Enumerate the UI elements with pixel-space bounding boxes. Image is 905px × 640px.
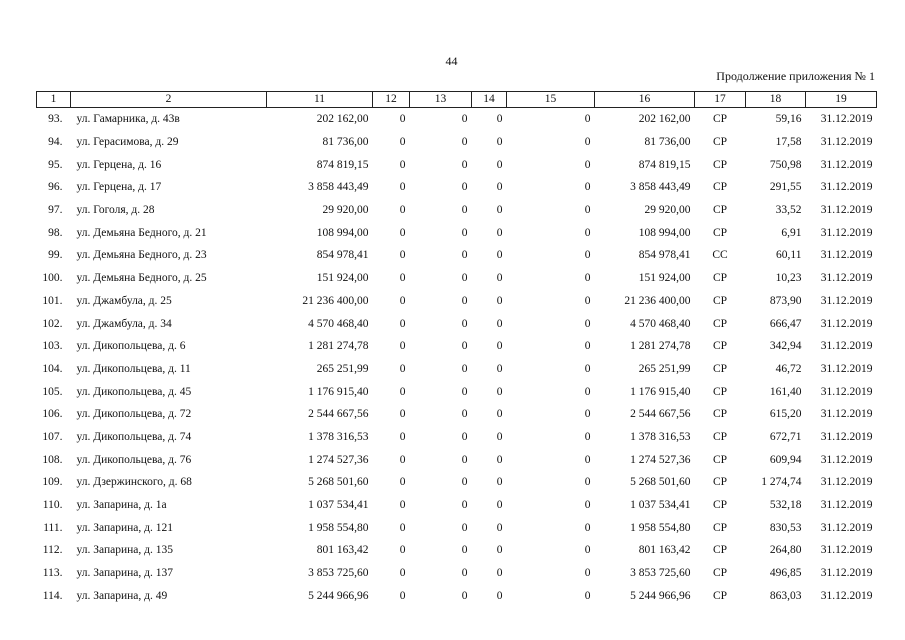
value-col-16: 1 176 915,40 (630, 385, 691, 398)
value-col-11: 1 176 915,40 (308, 385, 369, 398)
row-number: 97. (48, 204, 63, 217)
value-col-15: 0 (584, 567, 591, 580)
value-col-18: 496,85 (769, 567, 802, 580)
value-col-18: 615,20 (769, 408, 802, 421)
value-col-18: 264,80 (769, 544, 802, 557)
value-col-18: 60,11 (776, 249, 802, 262)
table-row (37, 426, 877, 449)
date-col-19: 31.12.2019 (820, 408, 873, 421)
value-col-11: 1 274 527,36 (308, 453, 369, 466)
value-col-14: 0 (496, 567, 503, 580)
date-col-19: 31.12.2019 (820, 362, 873, 375)
column-header: 16 (595, 92, 695, 108)
date-col-19: 31.12.2019 (820, 567, 873, 580)
value-col-16: 1 037 534,41 (630, 499, 691, 512)
value-col-12: 0 (399, 567, 406, 580)
value-col-16: 4 570 468,40 (630, 317, 691, 330)
value-col-12: 0 (399, 181, 406, 194)
value-col-14: 0 (496, 113, 503, 126)
value-col-12: 0 (399, 249, 406, 262)
value-col-14: 0 (496, 408, 503, 421)
value-col-15: 0 (584, 589, 591, 602)
table-row (37, 584, 877, 607)
value-col-15: 0 (584, 294, 591, 307)
table-row (37, 153, 877, 176)
date-col-19: 31.12.2019 (820, 453, 873, 466)
appendix-continuation-title: Продолжение приложения № 1 (716, 69, 875, 83)
value-col-13: 0 (461, 272, 468, 285)
value-col-16: 151 924,00 (638, 272, 691, 285)
value-col-16: 5 244 966,96 (630, 589, 691, 602)
value-col-14: 0 (496, 272, 503, 285)
value-col-15: 0 (584, 158, 591, 171)
value-col-15: 0 (584, 476, 591, 489)
value-col-17: СС (712, 249, 728, 262)
value-col-12: 0 (399, 589, 406, 602)
date-col-19: 31.12.2019 (820, 249, 873, 262)
value-col-13: 0 (461, 430, 468, 443)
value-col-15: 0 (584, 204, 591, 217)
address: ул. Герцена, д. 16 (76, 158, 162, 171)
row-number: 103. (42, 340, 63, 353)
value-col-15: 0 (584, 317, 591, 330)
address: ул. Герцена, д. 17 (76, 181, 162, 194)
value-col-12: 0 (399, 317, 406, 330)
table-row (37, 358, 877, 381)
address: ул. Демьяна Бедного, д. 25 (76, 272, 207, 285)
value-col-12: 0 (399, 204, 406, 217)
value-col-16: 801 163,42 (638, 544, 691, 557)
table-row (37, 380, 877, 403)
row-number: 105. (42, 385, 63, 398)
value-col-17: СР (712, 340, 728, 353)
value-col-15: 0 (584, 385, 591, 398)
value-col-12: 0 (399, 544, 406, 557)
row-number: 100. (42, 272, 63, 285)
value-col-18: 666,47 (769, 317, 802, 330)
date-col-19: 31.12.2019 (820, 476, 873, 489)
value-col-18: 59,16 (775, 113, 802, 126)
column-header: 14 (472, 92, 507, 108)
value-col-12: 0 (399, 294, 406, 307)
value-col-13: 0 (461, 136, 468, 149)
value-col-12: 0 (399, 521, 406, 534)
table-row (37, 539, 877, 562)
value-col-18: 161,40 (769, 385, 802, 398)
value-col-17: СР (712, 476, 728, 489)
value-col-14: 0 (496, 476, 503, 489)
value-col-18: 10,23 (775, 272, 802, 285)
value-col-15: 0 (584, 181, 591, 194)
value-col-13: 0 (461, 476, 468, 489)
date-col-19: 31.12.2019 (820, 340, 873, 353)
row-number: 101. (42, 294, 63, 307)
value-col-18: 609,94 (769, 453, 802, 466)
table-row (37, 516, 877, 539)
address: ул. Запарина, д. 49 (76, 589, 168, 602)
value-col-14: 0 (496, 226, 503, 239)
address: ул. Джамбула, д. 34 (76, 317, 172, 330)
value-col-18: 830,53 (769, 521, 802, 534)
value-col-12: 0 (399, 499, 406, 512)
row-number: 111. (43, 521, 63, 534)
row-number: 112. (42, 544, 63, 557)
row-number: 93. (48, 113, 63, 126)
table-row (37, 176, 877, 199)
value-col-17: СР (712, 567, 728, 580)
value-col-18: 33,52 (775, 204, 802, 217)
value-col-14: 0 (496, 362, 503, 375)
value-col-12: 0 (399, 476, 406, 489)
value-col-16: 1 274 527,36 (630, 453, 691, 466)
date-col-19: 31.12.2019 (820, 544, 873, 557)
address: ул. Дикопольцева, д. 6 (76, 340, 186, 353)
date-col-19: 31.12.2019 (820, 181, 873, 194)
row-number: 110. (42, 499, 63, 512)
value-col-17: СР (712, 521, 728, 534)
value-col-18: 750,98 (769, 158, 802, 171)
value-col-17: СР (712, 453, 728, 466)
row-number: 109. (42, 476, 63, 489)
value-col-14: 0 (496, 136, 503, 149)
value-col-11: 21 236 400,00 (302, 294, 369, 307)
value-col-12: 0 (399, 136, 406, 149)
value-col-11: 801 163,42 (316, 544, 369, 557)
column-header: 17 (695, 92, 746, 108)
value-col-13: 0 (461, 294, 468, 307)
value-col-17: СР (712, 317, 728, 330)
value-col-12: 0 (399, 158, 406, 171)
value-col-18: 863,03 (769, 589, 802, 602)
date-col-19: 31.12.2019 (820, 317, 873, 330)
date-col-19: 31.12.2019 (820, 589, 873, 602)
value-col-11: 265 251,99 (316, 362, 369, 375)
value-col-11: 1 378 316,53 (308, 430, 369, 443)
value-col-14: 0 (496, 589, 503, 602)
value-col-13: 0 (461, 521, 468, 534)
value-col-13: 0 (461, 499, 468, 512)
value-col-13: 0 (461, 589, 468, 602)
table-row (37, 108, 877, 131)
value-col-17: СР (712, 544, 728, 557)
value-col-12: 0 (399, 430, 406, 443)
value-col-17: СР (712, 272, 728, 285)
row-number: 106. (42, 408, 63, 421)
value-col-11: 5 244 966,96 (308, 589, 369, 602)
value-col-15: 0 (584, 249, 591, 262)
value-col-14: 0 (496, 317, 503, 330)
value-col-12: 0 (399, 113, 406, 126)
row-number: 104. (42, 362, 63, 375)
value-col-18: 46,72 (775, 362, 802, 375)
row-number: 98. (48, 226, 63, 239)
value-col-13: 0 (461, 408, 468, 421)
address: ул. Дзержинского, д. 68 (76, 476, 192, 489)
value-col-13: 0 (461, 113, 468, 126)
table-row (37, 131, 877, 154)
table-row (37, 221, 877, 244)
table-row (37, 267, 877, 290)
value-col-18: 873,90 (769, 294, 802, 307)
date-col-19: 31.12.2019 (820, 204, 873, 217)
address: ул. Демьяна Бедного, д. 21 (76, 226, 207, 239)
value-col-17: СР (712, 430, 728, 443)
value-col-12: 0 (399, 272, 406, 285)
value-col-14: 0 (496, 249, 503, 262)
date-col-19: 31.12.2019 (820, 226, 873, 239)
table-header-row (37, 92, 877, 108)
row-number: 107. (42, 430, 63, 443)
row-number: 108. (42, 453, 63, 466)
value-col-17: СР (712, 362, 728, 375)
address: ул. Дикопольцева, д. 72 (76, 408, 192, 421)
address: ул. Дикопольцева, д. 11 (76, 362, 191, 375)
value-col-16: 2 544 667,56 (630, 408, 691, 421)
value-col-13: 0 (461, 181, 468, 194)
address: ул. Дикопольцева, д. 76 (76, 453, 192, 466)
value-col-14: 0 (496, 204, 503, 217)
row-number: 102. (42, 317, 63, 330)
address: ул. Запарина, д. 137 (76, 567, 173, 580)
address: ул. Запарина, д. 121 (76, 521, 173, 534)
value-col-11: 3 853 725,60 (308, 567, 369, 580)
value-col-17: СР (712, 204, 728, 217)
page-number: 44 (445, 54, 458, 68)
column-header: 15 (507, 92, 595, 108)
row-number: 94. (48, 136, 63, 149)
table-row (37, 335, 877, 358)
value-col-12: 0 (399, 340, 406, 353)
value-col-15: 0 (584, 430, 591, 443)
value-col-13: 0 (461, 362, 468, 375)
value-col-11: 81 736,00 (322, 136, 369, 149)
value-col-17: СР (712, 113, 728, 126)
value-col-13: 0 (461, 226, 468, 239)
value-col-12: 0 (399, 226, 406, 239)
date-col-19: 31.12.2019 (820, 521, 873, 534)
value-col-11: 874 819,15 (316, 158, 369, 171)
value-col-11: 202 162,00 (316, 113, 369, 126)
value-col-13: 0 (461, 567, 468, 580)
column-header: 18 (746, 92, 806, 108)
value-col-11: 1 037 534,41 (308, 499, 369, 512)
table-row (37, 448, 877, 471)
value-col-15: 0 (584, 544, 591, 557)
address: ул. Демьяна Бедного, д. 23 (76, 249, 207, 262)
value-col-16: 1 378 316,53 (630, 430, 691, 443)
value-col-11: 854 978,41 (316, 249, 369, 262)
value-col-16: 874 819,15 (638, 158, 691, 171)
value-col-16: 21 236 400,00 (624, 294, 691, 307)
value-col-18: 6,91 (781, 226, 802, 239)
value-col-11: 2 544 667,56 (308, 408, 369, 421)
row-number: 114. (42, 589, 63, 602)
value-col-11: 108 994,00 (316, 226, 369, 239)
row-number: 113. (42, 567, 63, 580)
value-col-15: 0 (584, 136, 591, 149)
value-col-16: 108 994,00 (638, 226, 691, 239)
table-row (37, 471, 877, 494)
column-header: 19 (806, 92, 877, 108)
value-col-18: 1 274,74 (761, 476, 802, 489)
date-col-19: 31.12.2019 (820, 136, 873, 149)
value-col-11: 3 858 443,49 (308, 181, 369, 194)
data-table (36, 91, 877, 607)
table-row (37, 244, 877, 267)
table-row (37, 312, 877, 335)
value-col-14: 0 (496, 340, 503, 353)
value-col-11: 1 958 554,80 (308, 521, 369, 534)
date-col-19: 31.12.2019 (820, 499, 873, 512)
value-col-13: 0 (461, 385, 468, 398)
value-col-17: СР (712, 181, 728, 194)
value-col-16: 265 251,99 (638, 362, 691, 375)
value-col-18: 291,55 (769, 181, 802, 194)
value-col-16: 854 978,41 (638, 249, 691, 262)
value-col-15: 0 (584, 340, 591, 353)
value-col-18: 532,18 (769, 499, 802, 512)
date-col-19: 31.12.2019 (820, 272, 873, 285)
value-col-14: 0 (496, 158, 503, 171)
value-col-17: СР (712, 158, 728, 171)
value-col-14: 0 (496, 453, 503, 466)
address: ул. Запарина, д. 1а (76, 499, 167, 512)
date-col-19: 31.12.2019 (820, 430, 873, 443)
value-col-15: 0 (584, 499, 591, 512)
address: ул. Запарина, д. 135 (76, 544, 173, 557)
value-col-16: 29 920,00 (644, 204, 691, 217)
value-col-16: 1 958 554,80 (630, 521, 691, 534)
row-number: 99. (48, 249, 63, 262)
value-col-15: 0 (584, 521, 591, 534)
table-row (37, 290, 877, 313)
value-col-14: 0 (496, 430, 503, 443)
row-number: 95. (48, 158, 63, 171)
value-col-14: 0 (496, 544, 503, 557)
table-row (37, 562, 877, 585)
value-col-15: 0 (584, 408, 591, 421)
date-col-19: 31.12.2019 (820, 113, 873, 126)
value-col-13: 0 (461, 317, 468, 330)
column-header: 12 (373, 92, 410, 108)
value-col-17: СР (712, 294, 728, 307)
value-col-17: СР (712, 136, 728, 149)
table-row (37, 199, 877, 222)
value-col-16: 3 858 443,49 (630, 181, 691, 194)
value-col-18: 17,58 (775, 136, 802, 149)
value-col-11: 29 920,00 (322, 204, 369, 217)
value-col-12: 0 (399, 385, 406, 398)
date-col-19: 31.12.2019 (820, 158, 873, 171)
table-row (37, 403, 877, 426)
value-col-16: 81 736,00 (644, 136, 691, 149)
value-col-13: 0 (461, 544, 468, 557)
value-col-12: 0 (399, 362, 406, 375)
value-col-11: 151 924,00 (316, 272, 369, 285)
value-col-16: 3 853 725,60 (630, 567, 691, 580)
value-col-12: 0 (399, 453, 406, 466)
value-col-17: СР (712, 226, 728, 239)
table-row (37, 494, 877, 517)
value-col-14: 0 (496, 181, 503, 194)
value-col-17: СР (712, 385, 728, 398)
value-col-11: 4 570 468,40 (308, 317, 369, 330)
value-col-14: 0 (496, 294, 503, 307)
column-header: 2 (71, 92, 267, 108)
value-col-11: 1 281 274,78 (308, 340, 369, 353)
date-col-19: 31.12.2019 (820, 294, 873, 307)
value-col-13: 0 (461, 249, 468, 262)
value-col-13: 0 (461, 340, 468, 353)
value-col-12: 0 (399, 408, 406, 421)
value-col-17: СР (712, 589, 728, 602)
value-col-13: 0 (461, 204, 468, 217)
address: ул. Герасимова, д. 29 (76, 136, 179, 149)
row-number: 96. (48, 181, 63, 194)
value-col-16: 202 162,00 (638, 113, 691, 126)
value-col-17: СР (712, 499, 728, 512)
value-col-17: СР (712, 408, 728, 421)
value-col-18: 342,94 (769, 340, 802, 353)
value-col-11: 5 268 501,60 (308, 476, 369, 489)
column-header: 11 (267, 92, 373, 108)
value-col-15: 0 (584, 453, 591, 466)
address: ул. Джамбула, д. 25 (76, 294, 172, 307)
value-col-15: 0 (584, 113, 591, 126)
column-header: 13 (410, 92, 472, 108)
address: ул. Гамарника, д. 43в (76, 113, 180, 126)
value-col-13: 0 (461, 453, 468, 466)
address: ул. Дикопольцева, д. 45 (76, 385, 192, 398)
address: ул. Гоголя, д. 28 (76, 204, 155, 217)
value-col-15: 0 (584, 362, 591, 375)
address: ул. Дикопольцева, д. 74 (76, 430, 192, 443)
value-col-16: 5 268 501,60 (630, 476, 691, 489)
column-header: 1 (37, 92, 71, 108)
value-col-16: 1 281 274,78 (630, 340, 691, 353)
date-col-19: 31.12.2019 (820, 385, 873, 398)
value-col-14: 0 (496, 385, 503, 398)
value-col-14: 0 (496, 499, 503, 512)
value-col-13: 0 (461, 158, 468, 171)
value-col-18: 672,71 (769, 430, 802, 443)
value-col-14: 0 (496, 521, 503, 534)
value-col-15: 0 (584, 226, 591, 239)
value-col-15: 0 (584, 272, 591, 285)
